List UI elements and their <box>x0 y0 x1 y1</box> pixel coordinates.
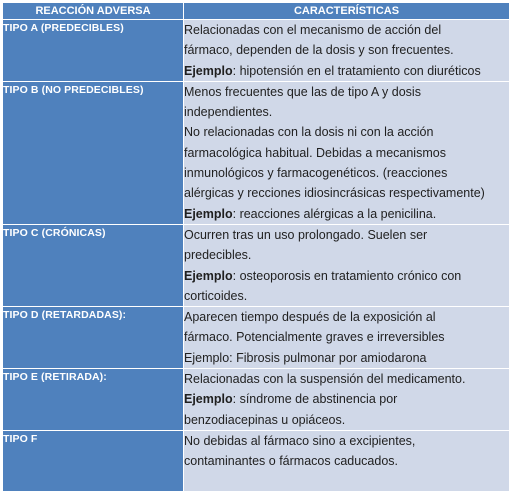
description-line: contaminantes o fármacos caducados. <box>184 454 399 469</box>
description-line: Ocurren tras un uso prolongado. Suelen ser <box>184 227 428 242</box>
reaction-description <box>184 369 510 431</box>
description-line: farmacológica habitual. Debidas a mecanismos <box>184 145 446 160</box>
table-row <box>3 369 510 431</box>
adverse-reactions-table <box>2 2 510 492</box>
example-text: : osteoporosis en tratamiento crónico con <box>232 268 462 283</box>
example-text: : síndrome de abstinencia por <box>232 392 398 407</box>
description-line: alérgicas y recciones idiosincrásicas respectivamente) <box>184 186 485 201</box>
description-line: No debidas al fármaco sino a excipientes, <box>184 434 416 449</box>
table-row <box>3 81 510 224</box>
reaction-type-e: TIPO E (RETIRADA): <box>3 369 184 431</box>
example-line <box>184 389 509 409</box>
table-row <box>3 307 510 369</box>
table-header-row <box>3 3 510 20</box>
example-line <box>184 204 509 224</box>
description-line: independientes. <box>184 105 273 120</box>
description-line: fármaco, dependen de la dosis y son frecuentes. <box>184 43 454 58</box>
example-label: Ejemplo <box>184 63 233 78</box>
description-line: Relacionadas con la suspensión del medicamento. <box>184 372 466 387</box>
header-characteristics: CARACTERÍSTICAS <box>184 3 510 20</box>
description-line: corticoides. <box>184 288 248 303</box>
reaction-type-f: TIPO F <box>3 431 184 492</box>
table-row <box>3 20 510 82</box>
description-line: Relacionadas con el mecanismo de acción del <box>184 23 442 37</box>
reaction-description <box>184 307 510 369</box>
reaction-description <box>184 81 510 224</box>
description-line: Aparecen tiempo después de la exposición al <box>184 310 436 325</box>
example-text: : hipotensión en el tratamiento con diuréticos <box>232 63 481 78</box>
example-line <box>184 266 509 286</box>
reaction-type-a: TIPO A (PREDECIBLES) <box>3 20 184 82</box>
example-label: Ejemplo <box>184 268 233 283</box>
reaction-type-c: TIPO C (CRÓNICAS) <box>3 224 184 306</box>
reaction-description <box>184 224 510 306</box>
reaction-description <box>184 431 510 492</box>
description-line: benzodiacepinas u opiáceos. <box>184 412 346 427</box>
reaction-type-b: TIPO B (NO PREDECIBLES) <box>3 81 184 224</box>
description-line: predecibles. <box>184 248 252 263</box>
reaction-description <box>184 20 510 82</box>
reaction-type-d: TIPO D (RETARDADAS): <box>3 307 184 369</box>
example-line <box>184 61 509 81</box>
description-line: inmunológicos y farmacogenéticos. (reacciones <box>184 166 448 181</box>
description-line: Ejemplo: Fibrosis pulmonar por amiodarona <box>184 350 427 365</box>
table-row <box>3 431 510 492</box>
header-reaction: REACCIÓN ADVERSA <box>3 3 184 20</box>
example-text: : reacciones alérgicas a la penicilina. <box>232 206 437 221</box>
description-line: fármaco. Potencialmente graves e irreversibles <box>184 330 445 345</box>
description-line: No relacionadas con la dosis ni con la acción <box>184 125 434 140</box>
description-line: Menos frecuentes que las de tipo A y dosis <box>184 84 421 99</box>
table-row <box>3 224 510 306</box>
example-label: Ejemplo <box>184 392 233 407</box>
example-label: Ejemplo <box>184 206 233 221</box>
